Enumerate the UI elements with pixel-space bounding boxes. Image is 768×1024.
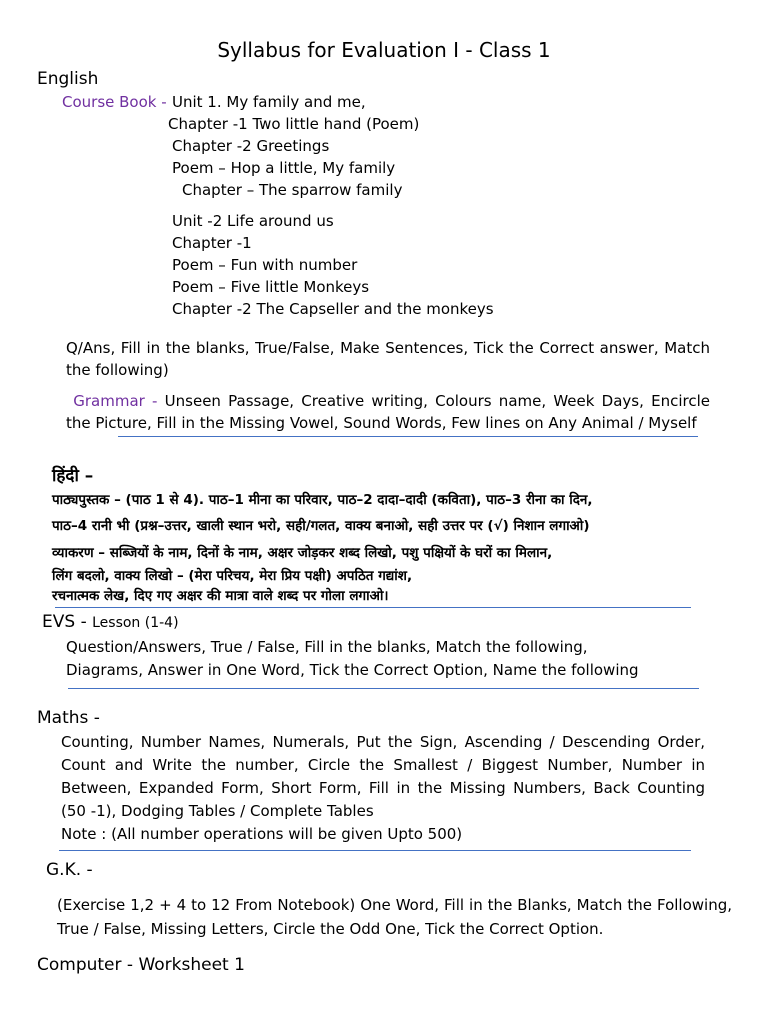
maths-text: Counting, Number Names, Numerals, Put the Sign, Ascending / Descending Order, Count and Write the number, Circle the Smallest / Biggest Number, Number in Between, Expanded Form, Short Form, Fill in the Missing Numbers, Back Counting (50 -1), Dodging Tables / Complete Tables (61, 733, 705, 820)
evs-heading: EVS - (42, 612, 93, 632)
hindi-heading: हिंदी – (52, 466, 94, 486)
hindi-line: पाठ–4 रानी भी (प्रश्न–उत्तर, खाली स्थान भरो, सही/गलत, वाक्य बनाओ, सही उत्तर पर (√) निशान लगाओ) (52, 518, 590, 534)
unit2-item: Poem – Fun with number (172, 256, 358, 274)
page-title: Syllabus for Evaluation I - Class 1 (217, 38, 551, 62)
evs-line: Question/Answers, True / False, Fill in the blanks, Match the following, (66, 638, 588, 656)
unit1-item: Chapter -1 Two little hand (Poem) (168, 115, 420, 133)
unit1-item: Chapter – The sparrow family (182, 181, 403, 199)
hindi-line: व्याकरण – सब्जियों के नाम, दिनों के नाम, अक्षर जोड़कर शब्द लिखो, पशु पक्षियों के घरों का मिलान, (52, 545, 553, 561)
evs-sub: Lesson (1-4) (92, 615, 179, 631)
gk-heading: G.K. - (46, 860, 93, 880)
divider-rule (59, 850, 691, 851)
unit2-item: Unit -2 Life around us (172, 212, 334, 230)
unit1-item: Chapter -2 Greetings (172, 137, 330, 155)
unit1-item: Poem – Hop a little, My family (172, 159, 396, 177)
computer-heading: Computer - Worksheet 1 (37, 955, 245, 975)
hindi-line: पाठ्यपुस्तक – (पाठ 1 से 4). पाठ–1 मीना का परिवार, पाठ–2 दादा–दादी (कविता), पाठ–3 रीना का दिन, (52, 492, 593, 508)
grammar-label: Grammar - (73, 392, 165, 410)
english-qa-text: Q/Ans, Fill in the blanks, True/False, Make Sentences, Tick the Correct answer, Match the following) (66, 339, 710, 379)
english-heading: English (37, 69, 99, 89)
divider-rule (118, 436, 698, 437)
divider-rule (68, 688, 699, 689)
hindi-line: रचनात्मक लेख, दिए गए अक्षर की मात्रा वाले शब्द पर गोला लगाओ। (52, 588, 389, 604)
unit2-item: Poem – Five little Monkeys (172, 278, 370, 296)
unit2-item: Chapter -1 (172, 234, 252, 252)
hindi-line: लिंग बदलो, वाक्य लिखो – (मेरा परिचय, मेरा प्रिय पक्षी) अपठित गद्यांश, (52, 568, 413, 584)
english-grammar (66, 390, 710, 434)
evs-heading-group (42, 612, 179, 632)
course-book-label: Course Book - (62, 93, 167, 111)
grammar-text: Unseen Passage, Creative writing, Colours name, Week Days, Encircle the Picture, Fill in the Missing Vowel, Sound Words, Few lines on Any Animal / Myself (66, 392, 710, 432)
evs-line: Diagrams, Answer in One Word, Tick the Correct Option, Name the following (66, 661, 639, 679)
maths-note: Note : (All number operations will be given Upto 500) (61, 825, 463, 843)
unit2-item: Chapter -2 The Capseller and the monkeys (172, 300, 494, 318)
gk-text: (Exercise 1,2 + 4 to 12 From Notebook) One Word, Fill in the Blanks, Match the Following, True / False, Missing Letters, Circle the Odd One, Tick the Correct Option. (57, 896, 732, 938)
divider-rule (55, 607, 691, 608)
maths-heading: Maths - (37, 708, 100, 728)
unit1-title: Unit 1. My family and me, (172, 93, 366, 111)
